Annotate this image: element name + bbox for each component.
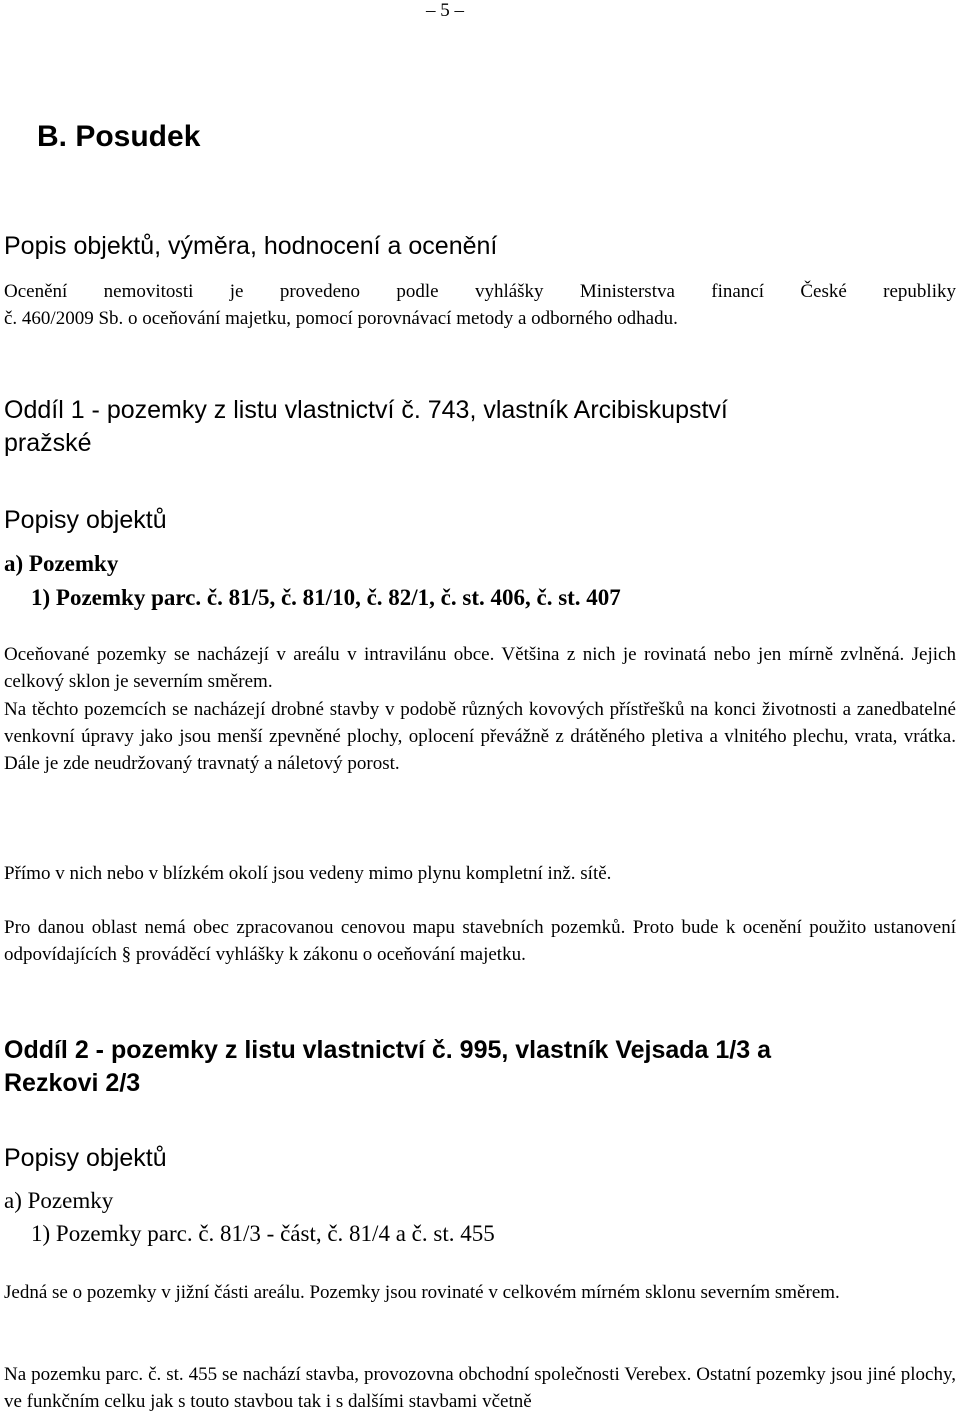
section-title bbox=[37, 120, 956, 154]
oddil1-paragraph-1: Oceňované pozemky se nacházejí v areálu v intravilánu obce. Většina z nich je rovinatá nebo jen mírně zvlněná. Jejich celkový sklon je severním směrem. bbox=[4, 644, 956, 692]
oddil1-list-1: 1) Pozemky parc. č. 81/5, č. 81/10, č. 82/1, č. st. 406, č. st. 407 bbox=[31, 585, 621, 610]
oddil2-list-a: a) Pozemky bbox=[4, 1188, 114, 1213]
oddil1-paragraph-2: Na těchto pozemcích se nacházejí drobné stavby v podobě různých kovových přístřešků na konci životnosti a zanedbatelné venkovní úpravy jako jsou menší zpevněné plochy, oplocení převážně z drátěného pletiva a vlnitého plechu, vrata, vrátka. Dále je zde neudržovaný travnatý a náletový porost. bbox=[4, 699, 956, 774]
oddil2-popisy-heading: Popisy objektů bbox=[4, 1144, 167, 1172]
oddil1-title-line2: pražské bbox=[4, 429, 92, 457]
intro-line-1: Ocenění nemovitosti je provedeno podle vyhlášky Ministerstva financí České republiky bbox=[4, 281, 956, 302]
oddil1-title-line1: Oddíl 1 - pozemky z listu vlastnictví č. 743, vlastník Arcibiskupství bbox=[4, 396, 728, 424]
oddil2-list-1: 1) Pozemky parc. č. 81/3 - část, č. 81/4 a č. st. 455 bbox=[31, 1221, 495, 1246]
oddil2-paragraph-2: Na pozemku parc. č. st. 455 se nachází stavba, provozovna obchodní společnosti Verebex. Ostatní pozemky jsou jiné plochy, ve funkčním celku jak s touto stavbou tak i s dalšími stavbami včetně bbox=[4, 1364, 956, 1412]
oddil2-title-line2: Rezkovi 2/3 bbox=[4, 1069, 141, 1097]
oddil1-paragraph-3: Přímo v nich nebo v blízkém okolí jsou vedeny mimo plynu kompletní inž. sítě. bbox=[4, 863, 612, 884]
subtitle: Popis objektů, výměra, hodnocení a ocenění bbox=[4, 232, 498, 260]
section-title-text: B. Posudek bbox=[37, 120, 201, 153]
page-number: – 5 – bbox=[426, 0, 464, 21]
oddil2-title-line1: Oddíl 2 - pozemky z listu vlastnictví č. 995, vlastník Vejsada 1/3 a bbox=[4, 1036, 772, 1064]
oddil2-paragraph-1: Jedná se o pozemky v jižní části areálu. Pozemky jsou rovinaté v celkovém mírném sklonu severním směrem. bbox=[4, 1282, 840, 1303]
oddil1-popisy-heading: Popisy objektů bbox=[4, 506, 167, 534]
oddil1-paragraph-4: Pro danou oblast nemá obec zpracovanou cenovou mapu stavebních pozemků. Proto bude k ocenění použito ustanovení odpovídajících § prováděcí vyhlášky k zákonu o oceňování majetku. bbox=[4, 917, 956, 965]
intro-line-2: č. 460/2009 Sb. o oceňování majetku, pomocí porovnávací metody a odborného odhadu. bbox=[4, 308, 678, 329]
oddil1-list-a: a) Pozemky bbox=[4, 551, 119, 576]
